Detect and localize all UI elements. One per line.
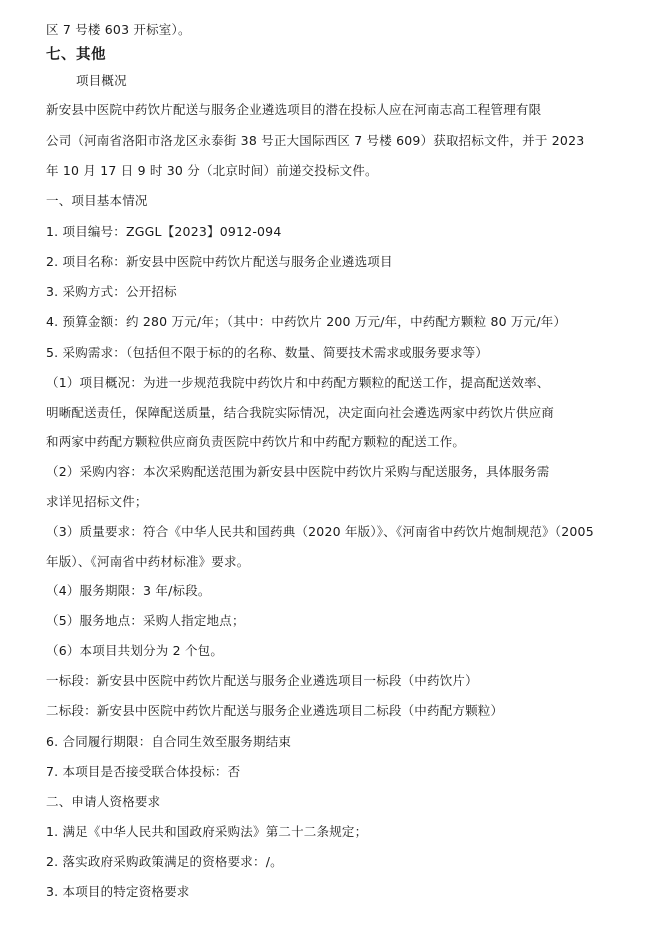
text-line: 2. 项目名称：新安县中医院中药饮片配送与服务企业遴选项目 (46, 254, 393, 269)
text-line: （4）服务期限：3 年/标段。 (46, 583, 211, 598)
text-line: 二标段：新安县中医院中药饮片配送与服务企业遴选项目二标段（中药配方颗粒） (46, 703, 504, 718)
text-line: 区 7 号楼 603 开标室）。 (46, 22, 191, 37)
text-line: 3. 采购方式：公开招标 (46, 284, 177, 299)
text-line: （6）本项目共划分为 2 个包。 (46, 643, 224, 658)
section-heading: 一、项目基本情况 (46, 193, 148, 208)
text-line: 4. 预算金额：约 280 万元/年；（其中：中药饮片 200 万元/年，中药配方颗粒 80 万元/年） (46, 314, 567, 329)
text-line: 3. 本项目的特定资格要求 (46, 884, 190, 899)
text-line: 5. 采购需求：（包括但不限于标的的名称、数量、简要技术需求或服务要求等） (46, 345, 489, 360)
text-line: 1. 满足《中华人民共和国政府采购法》第二十二条规定； (46, 824, 368, 839)
text-line: 6. 合同履行期限：自合同生效至服务期结束 (46, 734, 292, 749)
text-line: （5）服务地点：采购人指定地点； (46, 613, 245, 628)
text-line: 年版）、《河南省中药材标准》要求。 (46, 554, 250, 569)
text-line: （3）质量要求：符合《中华人民共和国药典（2020 年版）》、《河南省中药饮片炮制规范》（2005 (46, 524, 594, 539)
text-line: 2. 落实政府采购政策满足的资格要求：/。 (46, 854, 283, 869)
section-heading: 七、其他 (46, 47, 106, 63)
text-line: （1）项目概况：为进一步规范我院中药饮片和中药配方颗粒的配送工作，提高配送效率、 (46, 375, 550, 390)
text-line: （2）采购内容：本次采购配送范围为新安县中医院中药饮片采购与配送服务，具体服务需 (46, 464, 550, 479)
text-line: 公司（河南省洛阳市洛龙区永泰街 38 号正大国际西区 7 号楼 609）获取招标文件，并于 2023 (46, 133, 585, 148)
text-line: 一标段：新安县中医院中药饮片配送与服务企业遴选项目一标段（中药饮片） (46, 673, 478, 688)
section-heading: 二、申请人资格要求 (46, 794, 161, 809)
text-line: 1. 项目编号：ZGGL【2023】0912-094 (46, 224, 282, 239)
text-line: 年 10 月 17 日 9 时 30 分（北京时间）前递交投标文件。 (46, 163, 378, 178)
text-line: 和两家中药配方颗粒供应商负责医院中药饮片和中药配方颗粒的配送工作。 (46, 434, 466, 449)
text-line: 7. 本项目是否接受联合体投标：否 (46, 764, 241, 779)
text-line: 项目概况 (76, 73, 127, 88)
text-line: 新安县中医院中药饮片配送与服务企业遴选项目的潜在投标人应在河南志高工程管理有限 (46, 102, 542, 117)
text-line: 求详见招标文件； (46, 494, 148, 509)
text-line: 明晰配送责任，保障配送质量，结合我院实际情况，决定面向社会遴选两家中药饮片供应商 (46, 405, 555, 420)
